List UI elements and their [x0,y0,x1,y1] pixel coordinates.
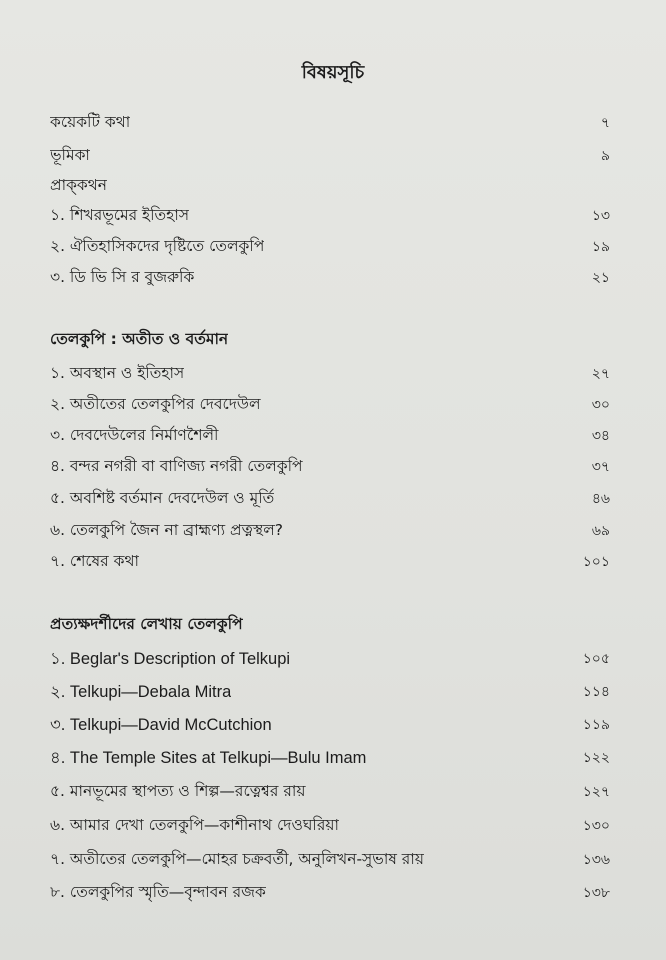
entry-page: ১৩৬ [582,852,610,868]
section-heading-text: প্রত্যক্ষদর্শীদের লেখায় তেলকুপি [50,615,243,633]
toc-entry [50,173,610,199]
entry-page: ৬৯ [591,523,610,539]
entry-page: ১৩ [591,208,610,224]
entry-title: ১. Beglar's Description of Telkupi [50,649,291,668]
toc-entry [50,549,610,575]
entry-page: ৯ [600,148,610,164]
entry-title: ২. ঐতিহাসিকদের দৃষ্টিতে তেলকুপি [50,237,265,255]
entry-page: ১১৪ [582,684,610,700]
entry-page: ৪৬ [591,491,610,507]
toc-entry [50,361,610,387]
entry-title: ৫. মানভূমের স্থাপত্য ও শিল্প—রত্নেশ্বর রায় [50,782,306,800]
entry-title: ৪. The Temple Sites at Telkupi—Bulu Imam [50,748,367,767]
toc-entry [50,143,610,169]
section-heading [50,612,610,638]
toc-entry [50,712,610,738]
entry-title: ৭. শেষের কথা [50,552,139,570]
toc-entry [50,234,610,260]
entry-page: ৭ [600,115,610,131]
toc-entry [50,813,610,839]
toc-entry [50,847,610,873]
entry-page: ৩০ [591,397,610,413]
toc-entry [50,392,610,418]
toc-entry [50,646,610,672]
entry-page: ২৭ [591,366,610,382]
toc-entry [50,679,610,705]
section-heading [50,327,610,353]
entry-title: কয়েকটি কথা [50,113,131,131]
entry-page: ১০৫ [582,651,610,667]
entry-title: ৩. দেবদেউলের নির্মাণশৈলী [50,426,219,444]
entry-title: প্রাক্‌কথন [50,176,108,194]
toc-entry [50,265,610,291]
entry-page: ১২২ [582,750,610,766]
entry-title: ২. অতীতের তেলকুপির দেবদেউল [50,395,261,413]
toc-title: বিষয়সূচি [301,62,365,83]
toc-entry [50,880,610,906]
entry-page: ১৩৮ [582,885,610,901]
entry-page: ৩৪ [591,428,610,444]
entry-title: ৬. তেলকুপি জৈন না ব্রাহ্মণ্য প্রত্নস্থল? [50,521,284,539]
toc-entry [50,454,610,480]
entry-page: ১১৯ [582,717,610,733]
toc-entry [50,745,610,771]
entry-page: ১২৭ [582,784,610,800]
entry-title: ১. অবস্থান ও ইতিহাস [50,364,185,382]
toc-entry [50,779,610,805]
toc-entry [50,203,610,229]
toc-entry [50,518,610,544]
entry-title: ৩. ডি ভি সি র বুজরুকি [50,268,195,286]
section-heading-text: তেলকুপি : অতীত ও বর্তমান [50,330,229,348]
toc-entry [50,110,610,136]
entry-title: ৬. আমার দেখা তেলকুপি—কাশীনাথ দেওঘরিয়া [50,816,340,834]
entry-title: ৪. বন্দর নগরী বা বাণিজ্য নগরী তেলকুপি [50,457,303,475]
entry-page: ১৩০ [582,818,610,834]
entry-title: ৩. Telkupi—David McCutchion [50,715,272,734]
toc-entry [50,486,610,512]
entry-page: ২১ [591,270,610,286]
entry-title: ভূমিকা [50,146,90,164]
entry-title: ২. Telkupi—Debala Mitra [50,682,232,701]
entry-title: ৮. তেলকুপির স্মৃতি—বৃন্দাবন রজক [50,883,266,901]
entry-title: ৫. অবশিষ্ট বর্তমান দেবদেউল ও মূর্তি [50,489,275,507]
entry-page: ১০১ [582,554,610,570]
entry-page: ১৯ [591,239,610,255]
entry-page: ৩৭ [591,459,610,475]
entry-title: ৭. অতীতের তেলকুপি—মোহর চক্রবর্তী, অনুলিখন-সুভাষ রায় [50,850,424,868]
toc-entry [50,423,610,449]
entry-title: ১. শিখরভূমের ইতিহাস [50,206,190,224]
